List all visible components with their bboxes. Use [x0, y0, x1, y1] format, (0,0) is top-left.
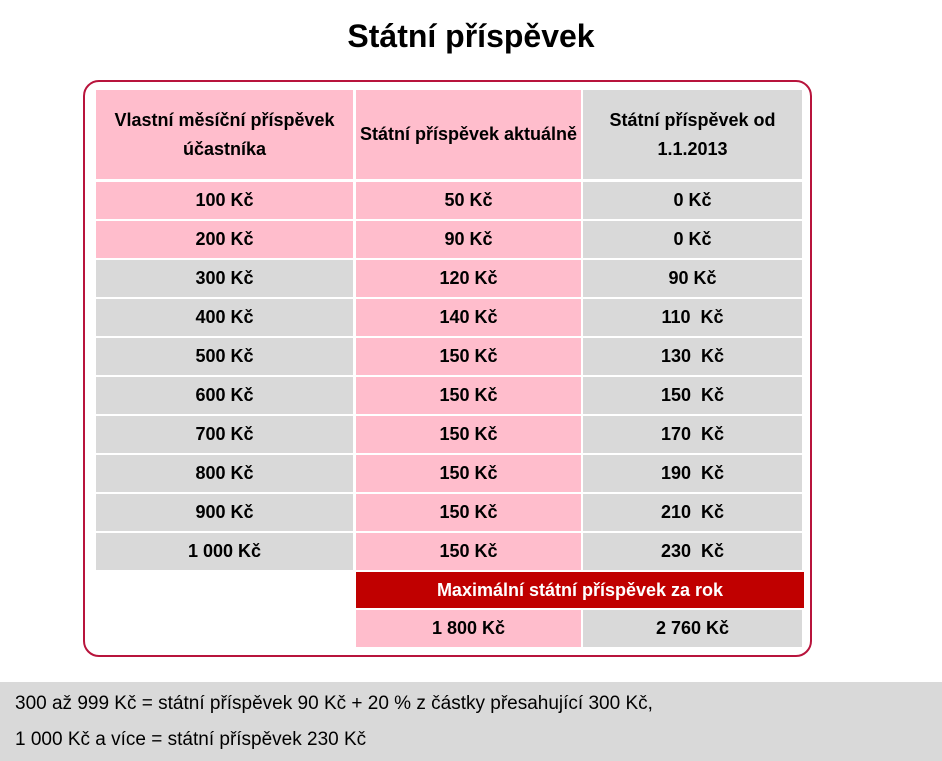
table-cell: 150 Kč [356, 533, 581, 570]
table-cell: 150 Kč [356, 338, 581, 375]
table-cell: 100 Kč [96, 182, 353, 219]
table-cell: 150 Kč [356, 494, 581, 531]
table-cell: 200 Kč [96, 221, 353, 258]
max-contribution-label: Maximální státní příspěvek za rok [356, 572, 804, 608]
table-cell: 140 Kč [356, 299, 581, 336]
table-cell: 300 Kč [96, 260, 353, 297]
table-cell: 0 Kč [583, 221, 802, 258]
table-cell: 150 Kč [356, 377, 581, 414]
footer-line-2: 1 000 Kč a více = státní příspěvek 230 Kč [15, 729, 367, 750]
table-cell: 230 Kč [583, 533, 802, 570]
table-cell: 50 Kč [356, 182, 581, 219]
header-current-contribution: Státní příspěvek aktuálně [356, 90, 581, 179]
table-cell: 130 Kč [583, 338, 802, 375]
header-own-contribution: Vlastní měsíční příspěvek účastníka [96, 90, 353, 179]
footer-line-1: 300 až 999 Kč = státní příspěvek 90 Kč + 20 % z částky přesahující 300 Kč, [15, 693, 653, 714]
table-cell: 170 Kč [583, 416, 802, 453]
max-contribution-current: 1 800 Kč [356, 610, 581, 647]
table-cell: 900 Kč [96, 494, 353, 531]
table-cell: 190 Kč [583, 455, 802, 492]
table-cell: 210 Kč [583, 494, 802, 531]
table-cell: 90 Kč [583, 260, 802, 297]
table-cell: 150 Kč [356, 416, 581, 453]
table-cell: 800 Kč [96, 455, 353, 492]
table-cell: 400 Kč [96, 299, 353, 336]
table-cell: 1 000 Kč [96, 533, 353, 570]
table-cell: 0 Kč [583, 182, 802, 219]
table-cell: 150 Kč [356, 455, 581, 492]
table-cell: 120 Kč [356, 260, 581, 297]
max-contribution-2013: 2 760 Kč [583, 610, 802, 647]
header-contribution-2013: Státní příspěvek od 1.1.2013 [583, 90, 802, 179]
table-cell: 110 Kč [583, 299, 802, 336]
table-cell: 600 Kč [96, 377, 353, 414]
table-cell: 700 Kč [96, 416, 353, 453]
table-cell: 500 Kč [96, 338, 353, 375]
table-cell: 90 Kč [356, 221, 581, 258]
footer-note [0, 682, 942, 761]
page-title: Státní příspěvek [347, 18, 595, 54]
table-cell: 150 Kč [583, 377, 802, 414]
